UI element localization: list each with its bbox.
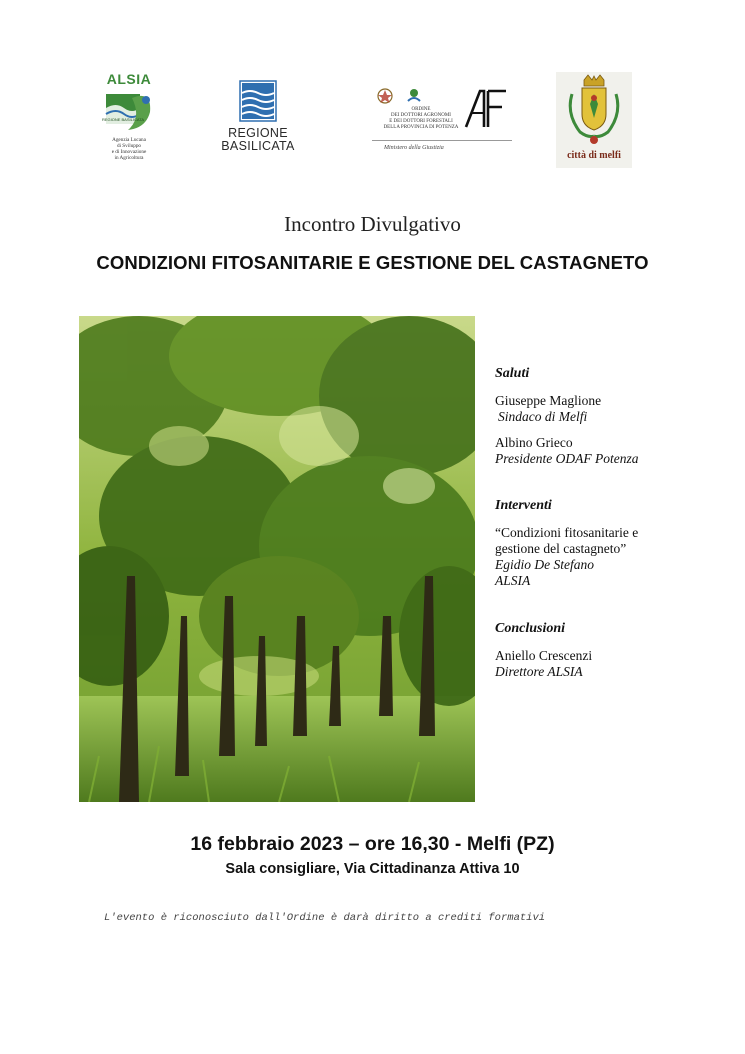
regione-logo-text: REGIONE BASILICATA	[221, 126, 295, 153]
speaker-name: Aniello Crescenzi	[495, 648, 593, 663]
chestnut-grove-photo	[79, 316, 475, 802]
talk-title-line: “Condizioni fitosanitarie e	[495, 525, 639, 540]
odaf-monogram-text: AF	[462, 87, 464, 88]
speaker-name: Egidio De Stefano	[495, 557, 594, 572]
regione-shield-icon	[239, 80, 277, 122]
credits-note: L'evento è riconosciuto dall'Ordine è darà diritto a crediti formativi	[104, 912, 546, 924]
citta-di-melfi-logo	[556, 72, 632, 168]
intervento-item	[495, 525, 715, 589]
event-subtitle: Incontro Divulgativo	[284, 212, 461, 236]
saluti-speaker	[495, 393, 715, 425]
saluti-heading: Saluti	[495, 366, 530, 381]
speaker-role: Sindaco di Melfi	[498, 409, 588, 424]
conclusioni-speaker	[495, 648, 715, 680]
alsia-badge-text: REGIONE BASILICATA	[102, 117, 145, 122]
saluti-speaker	[495, 435, 715, 467]
event-datetime: 16 febbraio 2023 – ore 16,30 - Melfi (PZ)	[190, 833, 555, 855]
odaf-divider	[372, 140, 512, 141]
alsia-emblem-icon	[102, 88, 156, 134]
af-monogram-icon	[462, 87, 508, 131]
conclusioni-heading: Conclusioni	[495, 621, 566, 636]
melfi-logo-name: città di melfi	[567, 150, 621, 161]
speaker-role: Direttore ALSIA	[495, 664, 583, 679]
republic-emblem-icon	[376, 87, 426, 105]
melfi-crest-icon	[562, 74, 626, 150]
speaker-org: ALSIA	[495, 573, 531, 588]
interventi-heading: Interventi	[495, 498, 552, 513]
regione-basilicata-logo	[214, 80, 302, 158]
talk-title-line: gestione del castagneto”	[495, 541, 627, 556]
odaf-logo	[372, 85, 514, 157]
event-title: CONDIZIONI FITOSANITARIE E GESTIONE DEL CASTAGNETO	[96, 252, 649, 273]
alsia-logo	[96, 72, 162, 178]
event-venue: Sala consigliare, Via Cittadinanza Attiva 10	[225, 861, 520, 877]
alsia-tagline: Agenzia Lucana di Sviluppo e di Innovazione in Agricoltura	[111, 137, 147, 161]
event-program	[495, 366, 715, 690]
alsia-logo-word: ALSIA	[106, 71, 152, 87]
ministry-label: Ministero della Giustizia	[384, 145, 444, 151]
speaker-name: Giuseppe Maglione	[495, 393, 602, 408]
speaker-role: Presidente ODAF Potenza	[495, 451, 639, 466]
odaf-order-text: ORDINE DEI DOTTORI AGRONOMI E DEI DOTTORI FORESTALI DELLA PROVINCIA DI POTENZA	[383, 107, 459, 130]
speaker-name: Albino Grieco	[495, 435, 573, 450]
